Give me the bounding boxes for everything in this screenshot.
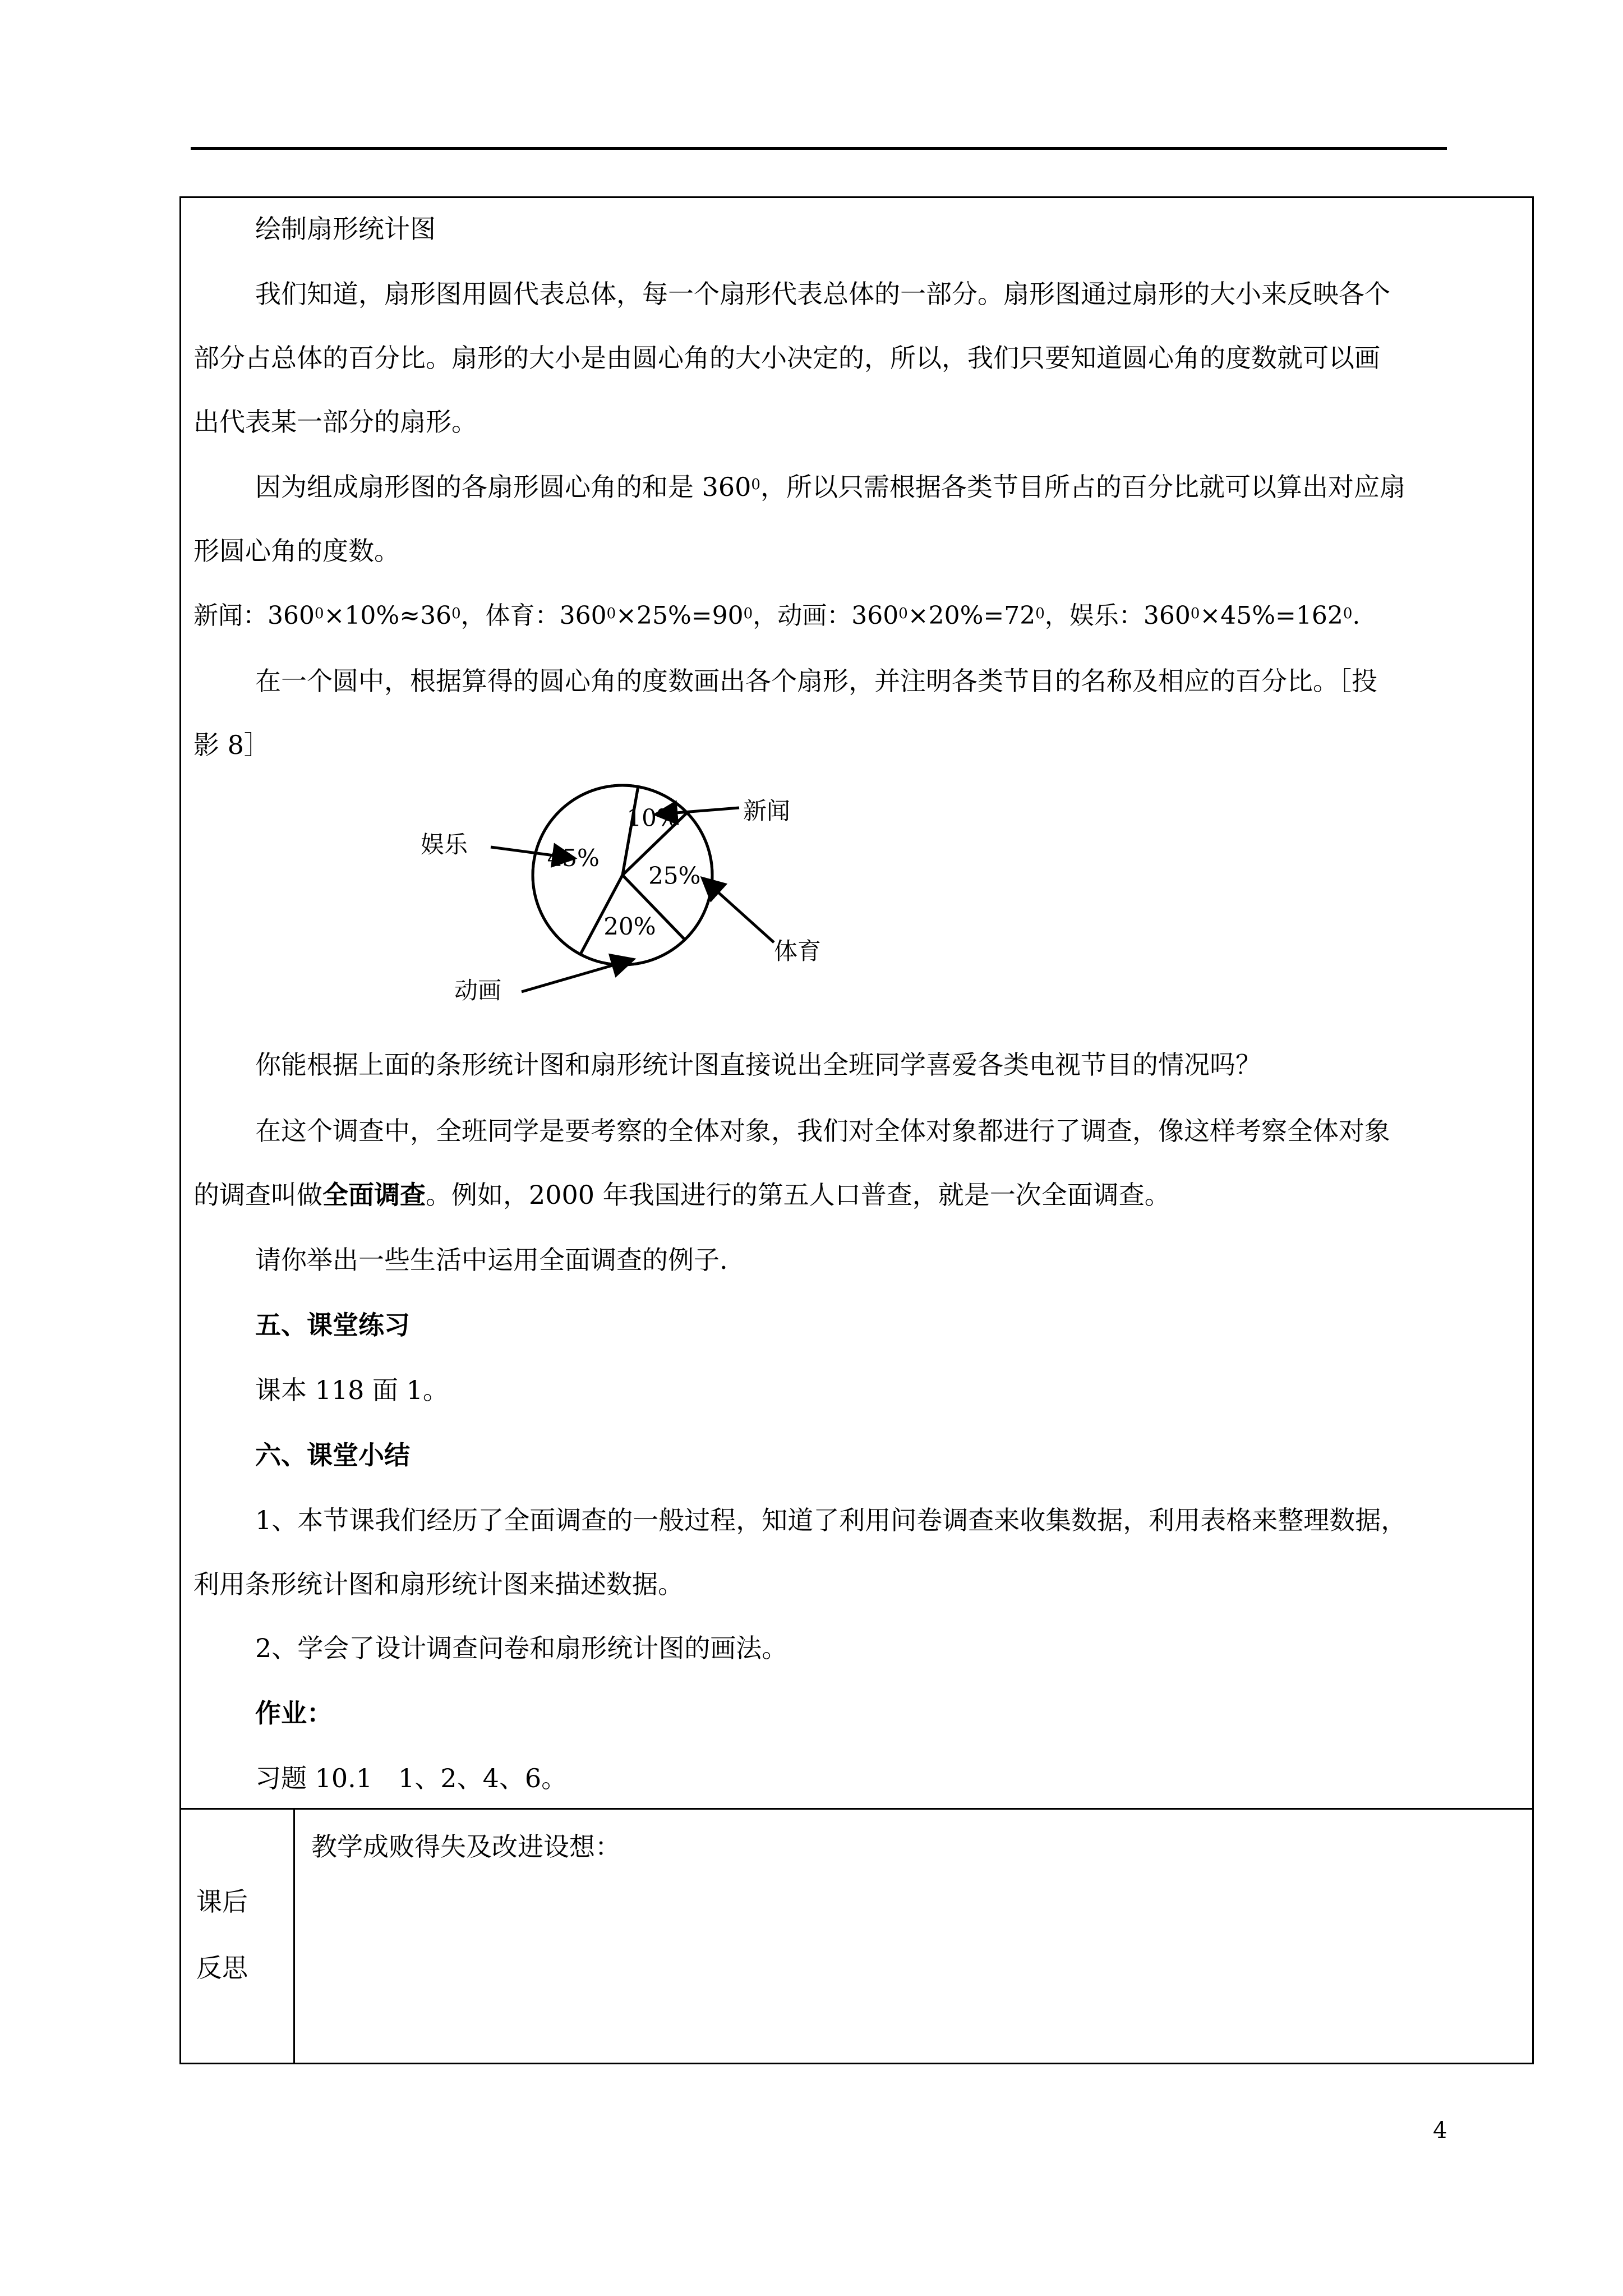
column-divider (293, 1808, 295, 2064)
summary-2: 2、学会了设计调查问卷和扇形统计图的画法。 (255, 1633, 788, 1663)
arrow-sports (702, 878, 774, 942)
page-number: 4 (1433, 2118, 1447, 2143)
pie-slice-percent-2: 20% (603, 912, 656, 940)
summary-1-line-1: 1、本节课我们经历了全面调查的一般过程，知道了利用问卷调查来收集数据，利用表格来整理数据， (255, 1505, 1407, 1535)
paragraph-4-line-1: 在这个调查中，全班同学是要考察的全体对象，我们对全体对象都进行了调查，像这样考察全体对象 (255, 1116, 1390, 1146)
paragraph-4-line-2: 的调查叫做全面调查。例如，2000 年我国进行的第五人口普查，就是一次全面调查。 (193, 1180, 1170, 1210)
row-divider (181, 1808, 1532, 1810)
paragraph-1-line-3: 出代表某一部分的扇形。 (193, 407, 477, 437)
paragraph-3-line-2: 影 8］ (193, 730, 270, 760)
pie-slice-percent-1: 25% (648, 862, 701, 890)
arrow-animation (522, 959, 634, 992)
paragraph-5: 请你举出一些生活中运用全面调查的例子. (255, 1245, 728, 1275)
pie-slice-percent-0: 10% (626, 804, 679, 832)
summary-1-line-2: 利用条形统计图和扇形统计图来描述数据。 (193, 1569, 684, 1599)
reflection-label-1: 课后 (196, 1887, 248, 1917)
question-line: 你能根据上面的条形统计图和扇形统计图直接说出全班同学喜爱各类电视节目的情况吗？ (255, 1050, 1261, 1080)
header-rule (191, 147, 1447, 150)
section-title: 绘制扇形统计图 (255, 214, 436, 244)
heading-classroom-summary: 六、课堂小结 (255, 1440, 410, 1470)
pie-label-news: 新闻 (743, 797, 791, 825)
paragraph-1-line-2: 部分占总体的百分比。扇形的大小是由圆心角的大小决定的，所以，我们只要知道圆心角的度数就可以画 (193, 343, 1380, 373)
pie-label-entertainment: 娱乐 (421, 831, 468, 858)
homework-heading: 作业： (255, 1698, 333, 1728)
paragraph-2-line-1: 因为组成扇形图的各扇形圆心角的和是 $360^0$，所以只需根据各类节目所占的百分比就可以算出对应扇 (255, 472, 1405, 502)
reflection-prompt: 教学成败得失及改进设想： (311, 1832, 621, 1862)
exercise-line: 课本 118 面 1。 (255, 1375, 449, 1405)
paragraph-2-line-2: 形圆心角的度数。 (193, 536, 400, 566)
pie-slice-percent-3: 45% (547, 844, 600, 872)
reflection-label-2: 反思 (196, 1953, 248, 1983)
pie-label-animation: 动画 (454, 977, 502, 1004)
homework-line: 习题 10.1 1、2、4、6。 (255, 1763, 568, 1793)
angle-formula: 新闻：$360^0\times 10\%\approx 36^0$，体育：$360^0\times 25\%=90^0$，动画：$360^0\times 20\%=72^0$，娱乐：$360^0\times 45\%=162^0$. (193, 601, 1361, 630)
heading-classroom-practice: 五、课堂练习 (255, 1310, 410, 1340)
pie-label-sports: 体育 (774, 937, 822, 965)
pie-chart (404, 774, 830, 1010)
paragraph-1-line-1: 我们知道，扇形图用圆代表总体，每一个扇形代表总体的一部分。扇形图通过扇形的大小来反映各个 (255, 279, 1390, 309)
paragraph-3-line-1: 在一个圆中，根据算得的圆心角的度数画出各个扇形，并注明各类节目的名称及相应的百分比。［投 (255, 666, 1377, 696)
term-full-survey: 全面调查 (322, 1180, 426, 1210)
